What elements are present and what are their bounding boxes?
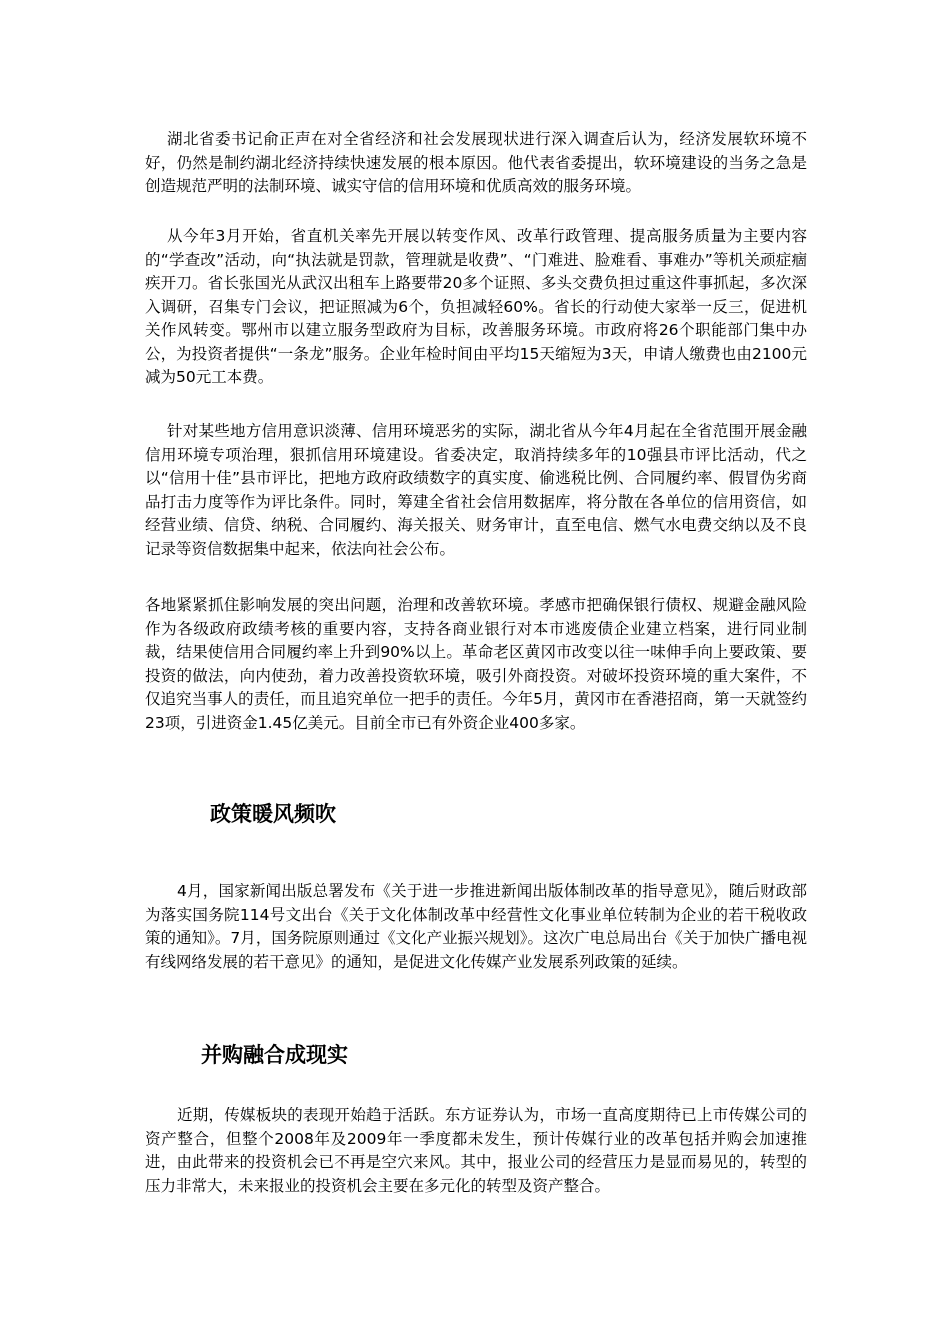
- paragraph-softenv-intro: 湖北省委书记俞正声在对全省经济和社会发展现状进行深入调查后认为，经济发展软环境不好，仍然是制约湖北经济持续快速发展的根本原因。他代表省委提出，软环境建设的当务之急是创造规范严明的法制环境、诚实守信的信用环境和优质高效的服务环境。: [145, 130, 807, 195]
- paragraph-credit-environment: 针对某些地方信用意识淡薄、信用环境恶劣的实际，湖北省从今年4月起在全省范围开展金融信用环境专项治理，狠抓信用环境建设。省委决定，取消持续多年的10强县市评比活动，代之以“信用十佳”县市评比，把地方政府政绩数字的真实度、偷逃税比例、合同履约率、假冒伪劣商品打击力度等作为评比条件。同时，筹建全省社会信用数据库，将分散在各单位的信用资信，如经营业绩、信贷、纳税、合同履约、海关报关、财务审计，直至电信、燃气水电费交纳以及不良记录等资信数据集中起来，依法向社会公布。: [145, 422, 807, 558]
- section-heading-merger: 并购融合成现实: [201, 1043, 348, 1067]
- paragraph-merger: 近期，传媒板块的表现开始趋于活跃。东方证券认为，市场一直高度期待已上市传媒公司的资产整合，但整个2008年及2009年一季度都未发生，预计传媒行业的改革包括并购会加速推进，由此带来的投资机会已不再是空穴来风。其中，报业公司的经营压力是显而易见的，转型的压力非常大，未来报业的投资机会主要在多元化的转型及资产整合。: [145, 1106, 807, 1195]
- section-heading-policy: 政策暖风频吹: [210, 802, 336, 826]
- paragraph-policy: 4月，国家新闻出版总署发布《关于进一步推进新闻出版体制改革的指导意见》，随后财政部为落实国务院114号文出台《关于文化体制改革中经营性文化事业单位转制为企业的若干税收政策的通知》。7月，国务院原则通过《文化产业振兴规划》。这次广电总局出台《关于加快广播电视有线网络发展的若干意见》的通知，是促进文化传媒产业发展系列政策的延续。: [145, 882, 807, 971]
- paragraph-local-governance: 各地紧紧抓住影响发展的突出问题，治理和改善软环境。孝感市把确保银行债权、规避金融风险作为各级政府政绩考核的重要内容，支持各商业银行对本市逃废债企业建立档案，进行同业制裁，结果使信用合同履约率上升到90%以上。革命老区黄冈市改变以往一味伸手向上要政策、要投资的做法，向内使劲，着力改善投资软环境，吸引外商投资。对破坏投资环境的重大案件，不仅追究当事人的责任，而且追究单位一把手的责任。今年5月，黄冈市在香港招商，第一天就签约23项，引进资金1.45亿美元。目前全市已有外资企业400多家。: [145, 596, 807, 732]
- paragraph-provincial-reform: 从今年3月开始，省直机关率先开展以转变作风、改革行政管理、提高服务质量为主要内容的“学查改”活动，向“执法就是罚款，管理就是收费”、“门难进、脸难看、事难办”等机关顽症痼疾开刀。省长张国光从武汉出租车上路要带20多个证照、多头交费负担过重这件事抓起，多次深入调研，召集专门会议，把证照减为6个，负担减轻60%。省长的行动使大家举一反三，促进机关作风转变。鄂州市以建立服务型政府为目标，改善服务环境。市政府将26个职能部门集中办公，为投资者提供“一条龙”服务。企业年检时间由平均15天缩短为3天，申请人缴费也由2100元减为50元工本费。: [145, 227, 807, 386]
